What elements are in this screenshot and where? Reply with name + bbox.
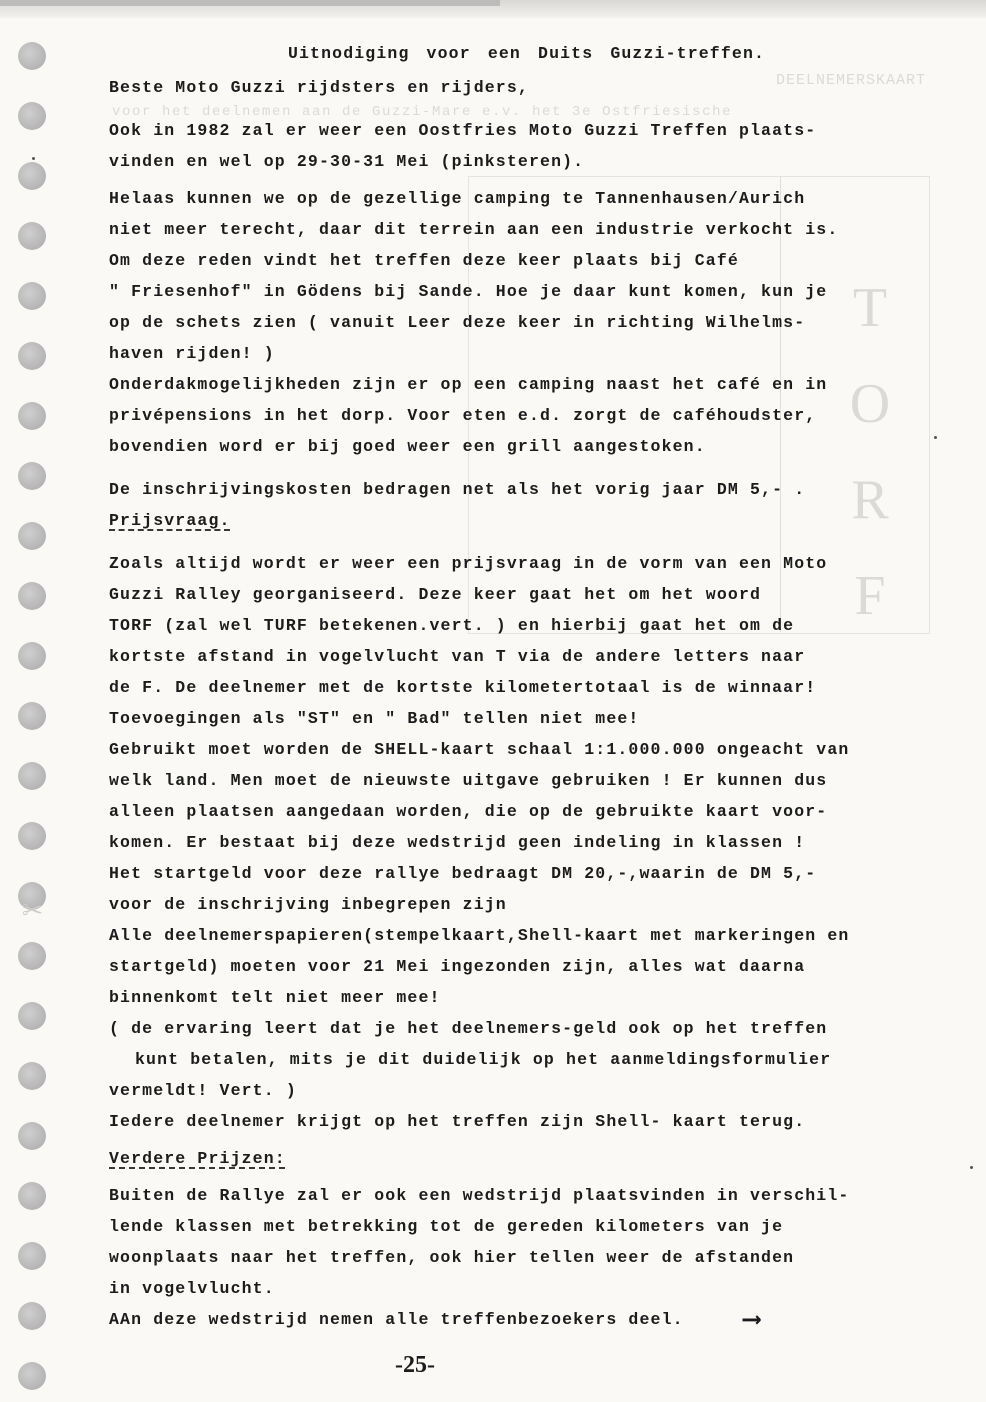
paragraph-rallye: [109, 548, 944, 1137]
paragraph-intro: [109, 115, 944, 177]
text-line: Het startgeld voor deze rallye bedraagt DM 20,-,waarin de DM 5,-: [109, 864, 817, 883]
binder-hole: [18, 222, 46, 250]
paragraph-other-prizes: [109, 1180, 944, 1335]
binder-hole: [18, 1362, 46, 1390]
ghost-heading: DEELNEMERSKAART: [776, 72, 927, 89]
text-line: Guzzi Ralley georganiseerd. Deze keer gaat het om het woord: [109, 585, 762, 604]
page-title: Uitnodiging voor een Duits Guzzi-treffen.: [287, 44, 766, 63]
binder-hole: [18, 462, 46, 490]
text-line: Toevoegingen als "ST" en " Bad" tellen niet mee!: [109, 709, 640, 728]
binder-hole: [18, 402, 46, 430]
text-line: Zoals altijd wordt er weer een prijsvraag in de vorm van een Moto: [109, 554, 828, 573]
binder-holes: [18, 0, 48, 1402]
text-line: komen. Er bestaat bij deze wedstrijd geen indeling in klassen !: [109, 833, 806, 852]
binder-hole: [18, 1302, 46, 1330]
binder-hole: [18, 162, 46, 190]
text-line: Iedere deelnemer krijgt op het treffen zijn Shell- kaart terug.: [109, 1112, 806, 1131]
text-line: de F. De deelnemer met de kortste kilometertotaal is de winnaar!: [109, 678, 817, 697]
paragraph-fees: De inschrijvingskosten bedragen net als het vorig jaar DM 5,- .: [109, 480, 806, 499]
binder-hole: [18, 1242, 46, 1270]
text-line: vinden en wel op 29-30-31 Mei (pinksteren).: [109, 152, 585, 171]
text-line: Alle deelnemerspapieren(stempelkaart,Shell-kaart met markeringen en: [109, 926, 850, 945]
letter-body: [109, 38, 944, 1335]
text-line: vermeldt! Vert. ): [109, 1081, 297, 1100]
text-line: bovendien word er bij goed weer een grill aangestoken.: [109, 437, 706, 456]
binder-hole: [18, 1062, 46, 1090]
text-line: Ook in 1982 zal er weer een Oostfries Moto Guzzi Treffen plaats-: [109, 121, 817, 140]
text-line: Helaas kunnen we op de gezellige camping te Tannenhausen/Aurich: [109, 189, 806, 208]
text-line: woonplaats naar het treffen, ook hier tellen weer de afstanden: [109, 1248, 795, 1267]
paragraph-location: [109, 183, 944, 369]
ghost-line: voor het deelnemen aan de Guzzi-Mare e.v. het 3e Ostfriesische: [112, 104, 733, 120]
binder-hole: [18, 642, 46, 670]
binder-hole: [18, 1182, 46, 1210]
page-top-shadow: [0, 0, 500, 6]
text-line: lende klassen met betrekking tot de gereden kilometers van je: [109, 1217, 784, 1236]
speck: [32, 157, 35, 160]
text-line: TORF (zal wel TURF betekenen.vert. ) en hierbij gaat het om de: [109, 616, 795, 635]
text-line: welk land. Men moet de nieuwste uitgave gebruiken ! Er kunnen dus: [109, 771, 828, 790]
text-line: binnenkomt telt niet meer mee!: [109, 988, 441, 1007]
text-line: Gebruikt moet worden de SHELL-kaart schaal 1:1.000.000 ongeacht van: [109, 740, 850, 759]
ghost-letter: T: [852, 277, 888, 339]
greeting: Beste Moto Guzzi rijdsters en rijders,: [109, 78, 529, 97]
binder-hole: [18, 282, 46, 310]
text-line: kunt betalen, mits je dit duidelijk op het aanmeldingsformulier: [135, 1050, 832, 1069]
binder-hole: [18, 822, 46, 850]
paragraph-accommodation: [109, 369, 944, 462]
binder-hole: [18, 342, 46, 370]
binder-hole: [18, 582, 46, 610]
binder-hole: [18, 522, 46, 550]
scissors-icon: ✂: [22, 894, 43, 932]
binder-hole: [18, 702, 46, 730]
text-line: startgeld) moeten voor 21 Mei ingezonden zijn, alles wat daarna: [109, 957, 806, 976]
heading-prijsvraag: Prijsvraag.: [109, 511, 231, 530]
speck: [970, 1166, 973, 1169]
heading-verdere-prijzen: Verdere Prijzen:: [109, 1149, 286, 1168]
binder-hole: [18, 1122, 46, 1150]
text-line: in vogelvlucht.: [109, 1279, 275, 1298]
text-line: AAn deze wedstrijd nemen alle treffenbezoekers deel.: [109, 1310, 684, 1329]
text-line: Buiten de Rallye zal er ook een wedstrijd plaatsvinden in verschil-: [109, 1186, 850, 1205]
text-line: ( de ervaring leert dat je het deelnemers-geld ook op het treffen: [109, 1019, 828, 1038]
page-number: -25-: [395, 1352, 435, 1378]
text-line: niet meer terecht, daar dit terrein aan een industrie verkocht is.: [109, 220, 839, 239]
ghost-letter: F: [854, 565, 886, 627]
text-line: Onderdakmogelijkheden zijn er op een camping naast het café en in: [109, 375, 828, 394]
text-line: Om deze reden vindt het treffen deze keer plaats bij Café: [109, 251, 739, 270]
continue-arrow-icon: ⟶: [743, 1304, 761, 1335]
binder-hole: [18, 762, 46, 790]
binder-hole: [18, 102, 46, 130]
ghost-letter: O: [849, 373, 891, 435]
text-line: alleen plaatsen aangedaan worden, die op de gebruikte kaart voor-: [109, 802, 828, 821]
text-line: voor de inschrijving inbegrepen zijn: [109, 895, 507, 914]
ghost-letter: R: [851, 469, 889, 531]
text-line: privépensions in het dorp. Voor eten e.d. zorgt de caféhoudster,: [109, 406, 817, 425]
text-line: op de schets zien ( vanuit Leer deze keer in richting Wilhelms-: [109, 313, 806, 332]
binder-hole: [18, 42, 46, 70]
text-line: " Friesenhof" in Gödens bij Sande. Hoe je daar kunt komen, kun je: [109, 282, 828, 301]
text-line: kortste afstand in vogelvlucht van T via de andere letters naar: [109, 647, 806, 666]
text-line: haven rijden! ): [109, 344, 275, 363]
binder-hole: [18, 1002, 46, 1030]
binder-hole: [18, 942, 46, 970]
